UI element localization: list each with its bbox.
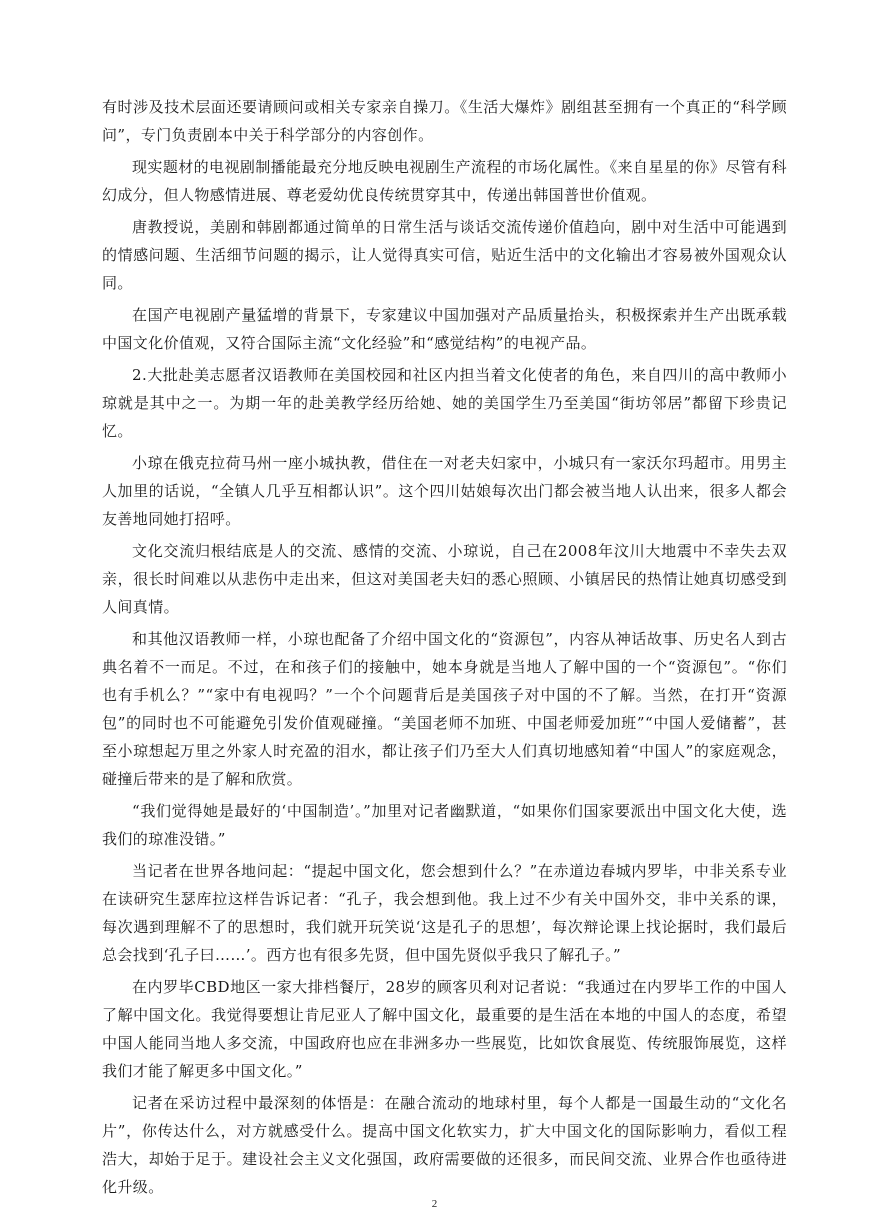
paragraph: 唐教授说，美剧和韩剧都通过简单的日常生活与谈话交流传递价值趋向，剧中对生活中可能遇到的情感问题、生活细节问题的揭示，让人觉得真实可信，贴近生活中的文化输出才容易被外国观众认同。 — [102, 218, 787, 292]
paragraph: 现实题材的电视剧制播能最充分地反映电视剧生产流程的市场化属性。《来自星星的你》尽管有科幻成分，但人物感情进展、尊老爱幼优良传统贯穿其中，传递出韩国普世价值观。 — [102, 158, 787, 204]
paragraph: 在国产电视剧产量猛增的背景下，专家建议中国加强对产品质量抬头，积极探索并生产出既承载中国文化价值观，又符合国际主流“文化经验”和“感觉结构”的电视产品。 — [102, 306, 787, 352]
paragraph: 当记者在世界各地问起：“提起中国文化，您会想到什么？”在赤道边春城内罗毕，中非关系专业在读研究生瑟库拉这样告诉记者：“孔子，我会想到他。我上过不少有关中国外交，非中关系的课，每次遇到理解不了的思想时，我们就开玩笑说‘这是孔子的思想’，每次辩论课上找论据时，我们最后总会找到‘孔子曰……’。西方也有很多先贤，但中国先贤似乎我只了解孔子。” — [102, 862, 787, 964]
paragraph: “我们觉得她是最好的‘中国制造’。”加里对记者幽默道，“如果你们国家要派出中国文化大使，选我们的琼准没错。” — [102, 802, 787, 848]
paragraph: 有时涉及技术层面还要请顾问或相关专家亲自操刀。《生活大爆炸》剧组甚至拥有一个真正的“科学顾问”，专门负责剧本中关于科学部分的内容创作。 — [102, 98, 787, 144]
paragraph: 文化交流归根结底是人的交流、感情的交流、小琼说，自己在2008年汶川大地震中不幸失去双亲，很长时间难以从悲伤中走出来，但这对美国老夫妇的悉心照顾、小镇居民的热情让她真切感受到人间真情。 — [102, 542, 787, 616]
paragraph: 小琼在俄克拉荷马州一座小城执教，借住在一对老夫妇家中，小城只有一家沃尔玛超市。用男主人加里的话说，“全镇人几乎互相都认识”。这个四川姑娘每次出门都会被当地人认出来，很多人都会友善地同她打招呼。 — [102, 454, 787, 528]
paragraph: 在内罗毕CBD地区一家大排档餐厅，28岁的顾客贝利对记者说：“我通过在内罗毕工作的中国人了解中国文化。我觉得要想让肯尼亚人了解中国文化，最重要的是生活在本地的中国人的态度，希望中国人能同当地人多交流，中国政府也应在非洲多办一些展览，比如饮食展览、传统服饰展览，这样我们才能了解更多中国文化。” — [102, 978, 787, 1080]
paragraph: 记者在采访过程中最深刻的体悟是：在融合流动的地球村里，每个人都是一国最生动的“文化名片”，你传达什么，对方就感受什么。提高中国文化软实力，扩大中国文化的国际影响力，看似工程浩大，却始于足于。建设社会主义文化强国，政府需要做的还很多，而民间交流、业界合作也亟待进化升级。 — [102, 1094, 787, 1196]
document-body — [102, 93, 787, 1205]
paragraph: 和其他汉语教师一样，小琼也配备了介绍中国文化的“资源包”，内容从神话故事、历史名人到古典名着不一而足。不过，在和孩子们的接触中，她本身就是当地人了解中国的一个“资源包”。“你们也有手机么？”“家中有电视吗？”一个个问题背后是美国孩子对中国的不了解。当然，在打开“资源包”的同时也不可能避免引发价值观碰撞。“美国老师不加班、中国老师爱加班”“中国人爱储蓄”，甚至小琼想起万里之外家人时充盈的泪水，都让孩子们乃至大人们真切地感知着“中国人”的家庭观念，碰撞后带来的是了解和欣赏。 — [102, 630, 787, 788]
page-number: 2 — [431, 1198, 438, 1210]
paragraph: 2.大批赴美志愿者汉语教师在美国校园和社区内担当着文化使者的角色，来自四川的高中教师小琼就是其中之一。为期一年的赴美教学经历给她、她的美国学生乃至美国“街坊邻居”都留下珍贵记忆。 — [102, 366, 787, 440]
